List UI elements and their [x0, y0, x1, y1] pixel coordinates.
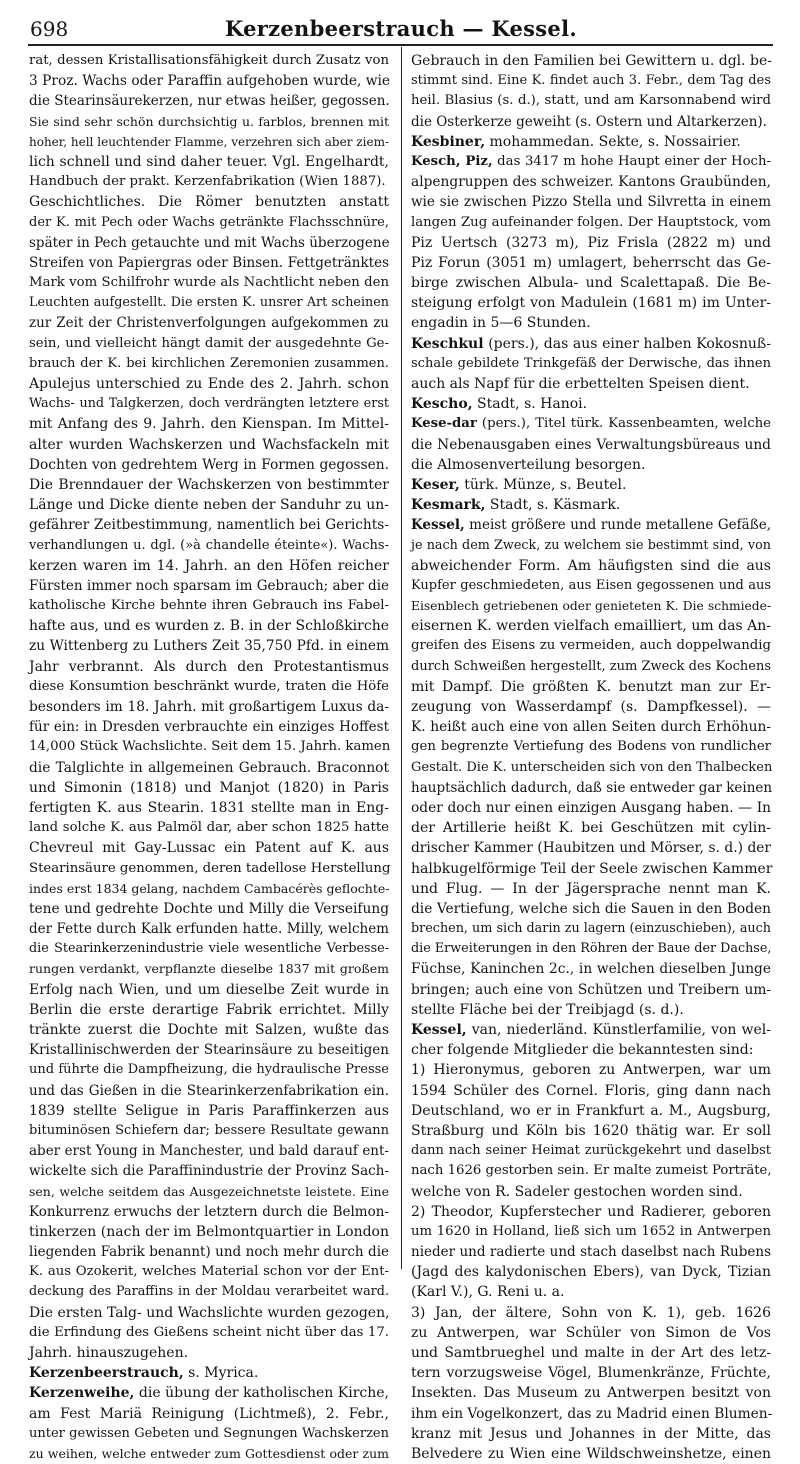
text-line: [411, 172, 771, 192]
line-text: halbkugelförmige Teil der Seele zwischen Kammer: [411, 860, 773, 877]
text-line: [411, 1343, 771, 1363]
text-line: [411, 697, 771, 717]
line-text: 2) Theodor, Kupferstecher und Radierer, geboren: [411, 1203, 771, 1220]
text-line: [29, 959, 389, 979]
entry-first-line: [411, 495, 771, 515]
text-line: [29, 192, 389, 212]
line-text: alter wurden Wachskerzen und Wachsfackeln mit: [29, 436, 389, 453]
line-text: der Fette durch Kalk erfunden hatte. Milly, welchem: [29, 921, 389, 938]
text-line: [29, 1040, 389, 1060]
line-text: bituminösen Schiefern dar; bessere Resultate gewann: [29, 1122, 389, 1138]
text-line: [411, 536, 771, 556]
text-line: [29, 1020, 389, 1040]
text-line: [29, 91, 389, 111]
entry-headword: Kerzenbeerstrauch,: [29, 1365, 184, 1382]
text-line: [411, 233, 771, 253]
text-line: [29, 778, 389, 798]
line-text: mohammedan. Sekte, s. Nossairier.: [485, 133, 741, 150]
text-line: [29, 616, 389, 636]
text-line: [411, 455, 771, 475]
line-text: 3 Proz. Wachs oder Paraffin aufgehoben wurde, wie: [29, 73, 391, 90]
line-text: steigung erfolgt von Madulein (1681 m) im Unter-: [411, 295, 771, 312]
text-line: [411, 1303, 771, 1323]
entry-headword: Kessel,: [411, 1022, 467, 1038]
entry-headword: Kesbiner,: [411, 133, 486, 150]
text-line: [29, 334, 389, 354]
line-text: die Erfindung des Gießens scheint nicht über das 17.: [29, 1324, 389, 1340]
line-text: 3) Jan, der ältere, Sohn von K. 1), geb. 1626: [411, 1304, 771, 1321]
text-line: [411, 192, 771, 212]
line-text: stimmt sind. Eine K. findet auch 3. Febr., dem Tag des: [411, 73, 771, 89]
text-line: [29, 1060, 389, 1080]
line-text: die Osterkerze geweiht (s. Ostern und Altarkerzen).: [411, 113, 767, 130]
line-text: Leuchten aufgestellt. Die ersten K. unsrer Art scheinen: [29, 295, 389, 311]
text-line: [29, 1242, 389, 1262]
text-line: [29, 253, 389, 273]
text-line: [29, 273, 389, 293]
text-line: [29, 112, 389, 132]
line-text: schale gebildete Trinkgefäß der Derwische, das ihnen: [411, 355, 771, 371]
line-text: Konkurrenz erwuchs der letztern durch die Belmon-: [29, 1203, 389, 1220]
line-text: die Stearinkerzenindustrie viele wesentliche Verbesse-: [29, 941, 389, 957]
text-line: [29, 1182, 389, 1202]
text-line: [411, 838, 771, 858]
line-text: und Simonin (1818) und Manjot (1820) in Paris: [29, 779, 389, 796]
line-text: Chevreul mit Gay-Lussac ein Patent auf K. aus: [29, 840, 389, 857]
text-line: [411, 778, 771, 798]
line-text: die übung der katholischen Kirche,: [134, 1385, 389, 1402]
line-text: indes erst 1834 gelang, nachdem Cambacérès geflochte-: [29, 880, 390, 896]
text-line: [411, 576, 771, 596]
line-text: und Samtbrueghel und malte in der Art des letz-: [411, 1345, 771, 1361]
text-line: [411, 313, 771, 333]
running-title: Kerzenbeerstrauch — Kessel.: [225, 16, 577, 41]
text-line: [411, 1444, 771, 1464]
line-text: tinkerzen (nach der im Belmontquartier in London: [29, 1223, 389, 1240]
line-text: zur Zeit der Christenverfolgungen aufgekommen zu: [29, 315, 389, 332]
entry-first-line: [411, 475, 771, 495]
text-line: [411, 1081, 771, 1101]
line-text: und Flug. — In der Jägersprache nennt man K.: [411, 880, 771, 897]
text-line: [29, 1282, 389, 1302]
line-text: 1594 Schüler des Cornel. Floris, ging dann nach: [411, 1082, 771, 1099]
line-text: drischer Kammer (Haubitzen und Mörser, s. d.) der: [411, 840, 771, 857]
line-text: für ein: in Dresden verbrauchte ein einziges Hoffest: [29, 719, 389, 736]
text-line: [411, 616, 771, 636]
line-text: 1839 stellte Seligue in Paris Paraffinkerzen aus: [29, 1102, 389, 1119]
entry-headword: Kese-dar: [411, 416, 477, 432]
page-header: [26, 8, 776, 42]
line-text: das 3417 m hohe Haupt einer der Hoch-: [492, 153, 771, 169]
text-line: [411, 556, 771, 576]
text-line: [411, 737, 771, 757]
line-text: Füchse, Kaninchen 2c., in welchen dieselben Junge: [411, 961, 771, 978]
text-line: [411, 374, 771, 394]
line-text: zeugung von Wasserdampf (s. Dampfkessel). —: [411, 699, 771, 715]
text-line: [411, 1182, 771, 1202]
text-line: [411, 1424, 771, 1444]
line-text: hafte aus, und es wurden z. B. in der Schloßkirche: [29, 618, 389, 635]
line-text: Insekten. Das Museum zu Antwerpen besitzt von: [411, 1385, 771, 1402]
line-text: Eisenblech getriebenen oder genieteten K. Die schmiede-: [411, 599, 771, 614]
text-line: [411, 1262, 771, 1282]
entry-headword: Kessel,: [411, 517, 465, 534]
line-text: Streifen von Papiergras oder Binsen. Fettgetränktes: [29, 254, 389, 271]
line-text: die Erweiterungen in den Röhren der Baue der Dachse,: [411, 941, 772, 957]
line-text: Gestalt. Die K. unterscheiden sich von den Thalbecken: [411, 759, 773, 775]
text-line: [411, 1202, 771, 1222]
text-line: [411, 1060, 771, 1080]
line-text: lich schnell und sind daher teuer. Vgl. Engelhardt,: [29, 153, 389, 170]
line-text: (pers.), das aus einer halben Kokosnuß-: [483, 335, 771, 352]
text-line: [411, 717, 771, 737]
line-text: auch als Napf für die erbettelten Speisen dient.: [411, 376, 750, 392]
text-line: [29, 1161, 389, 1181]
line-text: Belvedere zu Wien eine Wildschweinshetze, einen: [411, 1445, 771, 1462]
line-text: (pers.), Titel türk. Kassenbeamten, welche: [476, 416, 771, 432]
line-text: 14,000 Stück Wachslichte. Seit dem 15. Jahrh. kamen: [29, 739, 391, 755]
line-text: Jahr verbrannt. Als durch den Protestantismus: [29, 658, 389, 675]
line-text: rungen verdankt, verpflanzte dieselbe 1837 mit großem: [29, 961, 389, 977]
entry-headword: Kescho,: [411, 396, 473, 413]
line-text: verhandlungen u. dgl. (»à chandelle éteinte«). Wachs-: [29, 537, 389, 553]
text-line: [29, 859, 389, 879]
text-line: [411, 1242, 771, 1262]
line-text: um 1620 in Holland, ließ sich um 1652 in Antwerpen: [411, 1223, 771, 1239]
text-line: [29, 536, 389, 556]
text-line: [411, 354, 771, 374]
text-line: [29, 1262, 389, 1282]
line-text: Gebrauch in den Familien bei Gewittern u. dgl. be-: [411, 53, 773, 69]
text-line: [29, 636, 389, 656]
text-line: [411, 798, 771, 818]
text-line: [411, 435, 771, 455]
text-line: [411, 636, 771, 656]
text-line: [29, 556, 389, 576]
text-line: [411, 919, 771, 939]
line-text: Wachs- und Talgkerzen, doch verdrängten letztere erst: [29, 396, 389, 412]
text-line: [411, 1222, 771, 1242]
line-text: Geschichtliches. Die Römer benutzten anstatt: [29, 194, 389, 211]
text-line: [411, 939, 771, 959]
text-line: [411, 596, 771, 616]
text-line: [411, 1000, 771, 1020]
line-text: nieder und radierte und stach daselbst nach Rubens: [411, 1244, 771, 1261]
text-line: [29, 455, 389, 475]
line-text: cher folgende Mitglieder die bekanntesten sind:: [411, 1042, 754, 1059]
line-text: K. aus Ozokerit, welches Material schon vor der Ent-: [29, 1264, 389, 1280]
line-text: K. heißt auch eine von allen Seiten durch Erhöhun-: [411, 719, 771, 736]
text-line: [411, 1282, 771, 1302]
line-text: aber erst Young in Manchester, und bald darauf ent-: [29, 1143, 389, 1160]
line-text: Mark vom Schilfrohr wurde als Nachtlicht neben den: [29, 275, 389, 291]
line-text: liegenden Fabrik benannt) und noch mehr durch die: [29, 1244, 389, 1261]
text-line: [29, 313, 389, 333]
text-line: [29, 1303, 389, 1323]
text-line: [29, 758, 389, 778]
text-line: [411, 1404, 771, 1424]
line-text: s. Myrica.: [183, 1365, 259, 1382]
text-line: [29, 899, 389, 919]
line-text: die Stearinsäurekerzen, nur etwas heißer, gegossen.: [29, 93, 390, 110]
entry-first-line: [29, 1383, 389, 1403]
line-text: langen Zug aufeinander folgen. Der Hauptstock, vom: [411, 214, 771, 230]
line-text: sein, und vielleicht hängt damit der ausgedehnte Ge-: [29, 335, 389, 351]
text-line: [29, 374, 389, 394]
text-line: [29, 51, 389, 71]
line-text: rat, dessen Kristallisationsfähigkeit durch Zusatz von: [29, 53, 389, 68]
left-column: [29, 51, 391, 1461]
text-line: [411, 959, 771, 979]
column-divider: [401, 47, 402, 1269]
text-line: [29, 1343, 389, 1363]
text-line: [29, 354, 389, 374]
line-text: Dochten von gedrehtem Werg in Formen gegossen.: [29, 456, 389, 473]
line-text: türk. Münze, s. Beutel.: [459, 476, 627, 493]
text-line: [29, 1101, 389, 1121]
entry-first-line: [411, 394, 771, 414]
text-line: [29, 414, 389, 434]
text-line: [411, 1323, 771, 1343]
line-text: alpengruppen des schweizer. Kantons Graubünden,: [411, 174, 771, 191]
line-text: kranz mit Jesus und Johannes in der Mitte, das: [411, 1425, 771, 1442]
line-text: tern vorzugsweise Vögel, Blumenkränze, Früchte,: [411, 1365, 771, 1382]
text-line: [29, 475, 389, 495]
line-text: durch Schweißen hergestellt, zum Zweck des Kochens: [411, 658, 772, 674]
line-text: Erfolg nach Wien, und um dieselbe Zeit wurde in: [29, 981, 389, 998]
text-line: [29, 1323, 389, 1343]
text-line: [29, 172, 389, 192]
entry-first-line: [411, 334, 771, 354]
line-text: mit Dampf. Die größten K. benutzt man zur Er-: [411, 678, 771, 695]
line-text: die Almosenverteilung besorgen.: [411, 456, 646, 473]
line-text: diese Konsumtion beschränkt wurde, traten die Höfe: [29, 678, 389, 694]
text-line: [29, 1141, 389, 1161]
line-text: stellte Fläche bei der Treibjagd (s. d.).: [411, 1001, 684, 1018]
right-column: [411, 51, 773, 1462]
line-text: zu weihen, welche entweder zum Gottesdienst oder zum: [29, 1445, 389, 1461]
text-line: [29, 576, 389, 596]
line-text: hauptsächlich dadurch, daß sie entweder gar keinen: [411, 779, 773, 796]
text-line: [29, 818, 389, 838]
line-text: (Jagd des kalydonischen Ebers), van Dyck, Tizian: [411, 1264, 771, 1281]
text-line: [411, 818, 771, 838]
text-line: [29, 293, 389, 313]
text-line: [29, 1081, 389, 1101]
line-text: der Artillerie heißt K. bei Geschützen mit cylin-: [411, 820, 771, 837]
line-text: welche von R. Sadeler gestochen worden sind.: [411, 1183, 743, 1200]
text-line: [29, 919, 389, 939]
entry-first-line: [411, 414, 771, 434]
text-line: [29, 213, 389, 233]
line-text: Straßburg und Köln bis 1620 thätig war. Er soll: [411, 1122, 771, 1139]
line-text: brauch der K. bei kirchlichen Zeremonien zusammen.: [29, 355, 389, 371]
text-line: [411, 273, 771, 293]
text-line: [29, 1444, 389, 1464]
line-text: abweichender Form. Am häufigsten sind die aus: [411, 557, 771, 574]
text-line: [29, 515, 389, 535]
text-line: [29, 838, 389, 858]
line-text: Länge und Dicke diente neben der Sanduhr zu un-: [29, 497, 389, 514]
text-line: [29, 879, 389, 899]
line-text: nach 1626 gestorben sein. Er malte zumeist Porträte,: [411, 1163, 772, 1179]
line-text: meist größere und runde metallene Gefäße,: [464, 517, 771, 534]
line-text: die Vertiefung, welche sich die Sauen in den Boden: [411, 900, 771, 917]
line-text: Fürsten immer noch sparsam im Gebrauch; aber die: [29, 577, 389, 594]
line-text: tene und gedrehte Dochte und Milly die Verseifung: [29, 900, 389, 917]
line-text: (Karl V.), G. Reni u. a.: [411, 1284, 565, 1301]
entry-headword: Kerzenweihe,: [29, 1385, 135, 1402]
text-line: [29, 717, 389, 737]
text-line: [411, 1383, 771, 1403]
text-line: [411, 51, 771, 71]
entry-first-line: [411, 132, 771, 152]
line-text: die Talglichte in allgemeinen Gebrauch. Braconnot: [29, 759, 389, 776]
text-line: [411, 253, 771, 273]
text-line: [29, 657, 389, 677]
line-text: besonders im 18. Jahrh. mit großartigem Luxus da-: [29, 699, 389, 715]
text-line: [411, 758, 771, 778]
entry-headword: Keser,: [411, 476, 460, 493]
text-line: [411, 677, 771, 697]
text-line: [411, 1040, 771, 1060]
line-text: Piz Uertsch (3273 m), Piz Frisla (2822 m) und: [411, 234, 771, 251]
line-text: dann nach seiner Heimat zurückgekehrt und daselbst: [411, 1143, 771, 1159]
entry-first-line: [29, 1363, 389, 1383]
text-line: [29, 1404, 389, 1424]
line-text: am Fest Mariä Reinigung (Lichtmeß), 2. Febr.,: [29, 1405, 389, 1422]
text-line: [411, 657, 771, 677]
line-text: und das Gießen in die Stearinkerzenfabrikation ein.: [29, 1082, 389, 1099]
text-line: [29, 980, 389, 1000]
line-text: birge zwischen Albula- und Scalettapaß. Die Be-: [411, 275, 771, 292]
line-text: brechen, um sich darin zu lagern (einzuschieben), auch: [411, 921, 771, 937]
text-line: [29, 1000, 389, 1020]
page-number: 698: [30, 17, 69, 41]
line-text: bringen; auch eine von Schützen und Treibern um-: [411, 981, 771, 998]
entry-first-line: [411, 1020, 771, 1040]
line-text: und führte die Dampfheizung, die hydraulische Presse: [29, 1062, 389, 1078]
text-line: [411, 1141, 771, 1161]
line-text: kerzen waren im 14. Jahrh. an den Höfen reicher: [29, 557, 389, 574]
text-line: [29, 435, 389, 455]
line-text: ihm ein Vogelkonzert, das zu Madrid einen Blumen-: [411, 1405, 773, 1422]
text-line: [411, 112, 771, 132]
line-text: gefährer Zeitbestimmung, namentlich bei Gerichts-: [29, 517, 389, 534]
text-line: [29, 1222, 389, 1242]
line-text: je nach dem Zweck, zu welchem sie bestimmt sind, von: [411, 537, 771, 553]
line-text: Kupfer geschmiedeten, aus Eisen gegossenen und aus: [411, 577, 771, 593]
line-text: engadin in 5—6 Stunden.: [411, 315, 591, 332]
line-text: Jahrh. hinauszugehen.: [29, 1345, 189, 1361]
text-line: [411, 859, 771, 879]
text-line: [411, 1161, 771, 1181]
line-text: Berlin die erste derartige Fabrik errichtet. Milly: [29, 1001, 389, 1018]
line-text: gen begrenzte Vertiefung des Bodens von rundlicher: [411, 739, 771, 755]
line-text: sen, welche seitdem das Ausgezeichnetste leistete. Eine: [29, 1183, 389, 1199]
entry-headword: Keschkul: [411, 335, 484, 352]
text-line: [29, 394, 389, 414]
line-text: Apulejus unterschied zu Ende des 2. Jahrh. schon: [29, 376, 389, 392]
text-line: [29, 798, 389, 818]
line-text: tränkte zuerst die Dochte mit Salzen, wußte das: [29, 1022, 389, 1038]
line-text: Handbuch der prakt. Kerzenfabrikation (Wien 1887).: [29, 174, 386, 190]
text-line: [29, 697, 389, 717]
line-text: die Nebenausgaben eines Verwaltungsbüreaus und: [411, 436, 771, 453]
line-text: unter gewissen Gebeten und Segnungen Wachskerzen: [29, 1425, 389, 1441]
line-text: Die Brenndauer der Wachskerzen von bestimmter: [29, 476, 389, 493]
text-line: [411, 899, 771, 919]
line-text: katholische Kirche behnte ihren Gebrauch ins Fabel-: [29, 598, 389, 614]
text-line: [411, 1121, 771, 1141]
line-text: wie sie zwischen Pizzo Stella und Silvretta in einem: [411, 194, 771, 211]
line-text: heil. Blasius (s. d.), statt, und am Karsonnabend wird: [411, 93, 771, 109]
line-text: land solche K. aus Palmöl dar, aber schon 1825 hatte: [29, 820, 389, 836]
line-text: hoher, hell leuchtender Flamme, verzehren sich aber ziem-: [29, 134, 389, 149]
entry-first-line: [411, 515, 771, 535]
text-line: [411, 213, 771, 233]
text-line: [411, 1363, 771, 1383]
line-text: Stearinsäure genommen, deren tadellose Herstellung: [29, 860, 391, 876]
line-text: der K. mit Pech oder Wachs getränkte Flachsschnüre,: [29, 214, 389, 230]
entry-headword: Kesch, Piz,: [411, 153, 493, 169]
text-line: [29, 233, 389, 253]
text-line: [29, 132, 389, 152]
text-line: [29, 1121, 389, 1141]
line-text: Sie sind sehr schön durchsichtig u. farblos, brennen mit: [29, 113, 389, 129]
text-line: [411, 980, 771, 1000]
text-line: [29, 677, 389, 697]
text-line: [29, 495, 389, 515]
text-line: [29, 152, 389, 172]
header-rule: [28, 44, 773, 46]
line-text: Kristallinischwerden der Stearinsäure zu beseitigen: [29, 1042, 389, 1059]
line-text: 1) Hieronymus, geboren zu Antwerpen, war um: [411, 1062, 771, 1079]
text-line: [29, 71, 389, 91]
line-text: oder doch nur einen einzigen Ausgang haben. — In: [411, 799, 771, 816]
line-text: mit Anfang des 9. Jahrh. den Kienspan. Im Mittel-: [29, 416, 389, 433]
line-text: greifen des Eisens zu vermeiden, auch doppelwandig: [411, 638, 771, 654]
line-text: Die ersten Talg- und Wachslichte wurden gezogen,: [29, 1304, 390, 1321]
text-line: [29, 939, 389, 959]
text-line: [411, 71, 771, 91]
text-line: [411, 879, 771, 899]
text-line: [29, 596, 389, 616]
text-line: [411, 1101, 771, 1121]
line-text: zu Wittenberg zu Luthers Zeit 35,750 Pfd. in einem: [29, 638, 389, 655]
line-text: Piz Forun (3051 m) umlagert, beherrscht das Ge-: [411, 254, 771, 271]
text-line: [29, 737, 389, 757]
line-text: van, niederländ. Künstlerfamilie, von wel-: [466, 1022, 771, 1038]
line-text: fertigten K. aus Stearin. 1831 stellte man in Eng-: [29, 799, 389, 816]
line-text: Deutschland, wo er in Frankfurt a. M., Augsburg,: [411, 1102, 771, 1119]
line-text: zu Antwerpen, war Schüler von Simon de Vos: [411, 1324, 771, 1341]
line-text: Stadt, s. Hanoi.: [472, 396, 588, 413]
text-line: [411, 91, 771, 111]
text-line: [29, 1202, 389, 1222]
text-line: [411, 293, 771, 313]
text-line: [29, 1424, 389, 1444]
line-text: deckung des Paraffins in der Moldau verarbeitet ward.: [29, 1284, 389, 1300]
entry-first-line: [411, 152, 771, 172]
entry-headword: Kesmark,: [411, 497, 486, 514]
line-text: später in Pech getauchte und mit Wachs überzogene: [29, 234, 390, 251]
line-text: wickelte sich die Paraffinindustrie der Provinz Sach-: [29, 1163, 389, 1180]
line-text: eisernen K. werden vielfach emailliert, um das An-: [411, 618, 771, 635]
line-text: Stadt, s. Käsmark.: [485, 497, 621, 514]
